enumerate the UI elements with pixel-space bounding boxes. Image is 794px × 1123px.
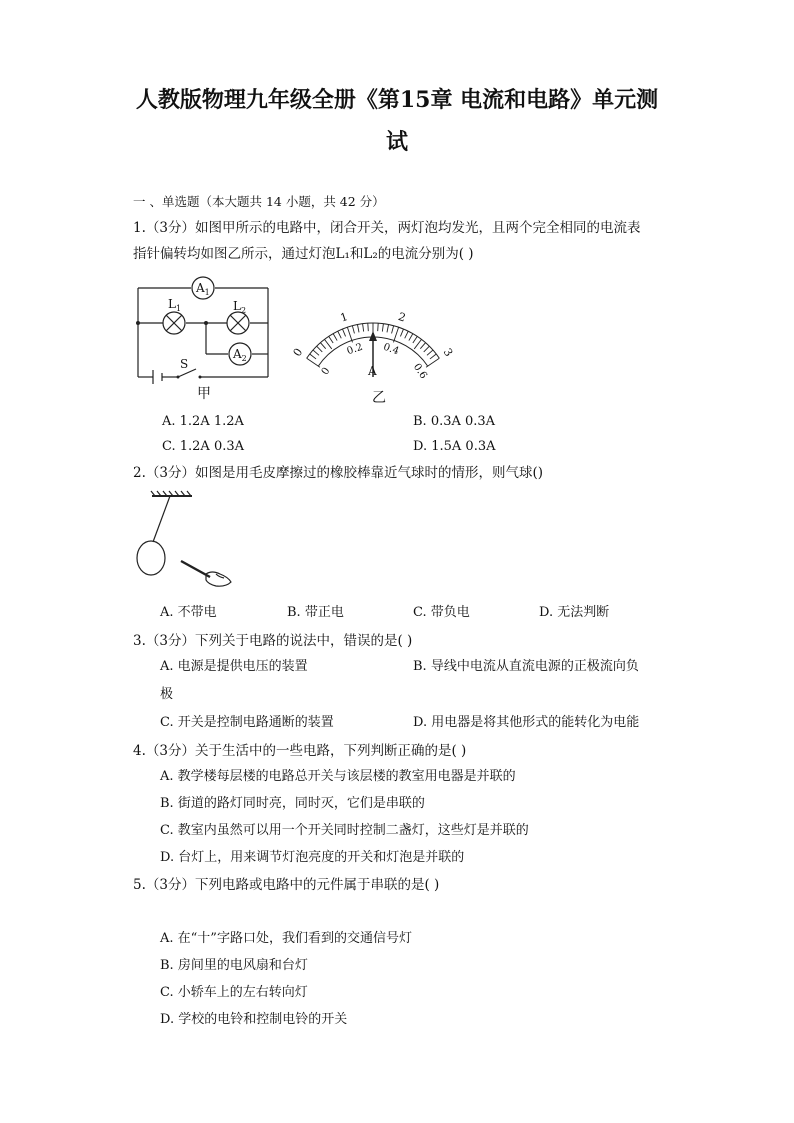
switch-label: S — [180, 357, 189, 371]
meter-tick — [320, 343, 325, 349]
q5-option-c[interactable]: C. 小轿车上的左右转向灯 — [160, 985, 308, 1000]
meter-tick — [405, 331, 409, 338]
meter-tick — [368, 323, 369, 331]
meter-unit-label: A — [368, 364, 377, 378]
q5-option-d[interactable]: D. 学校的电铃和控制电铃的开关 — [160, 1012, 348, 1027]
q3-option-b-wrap: 极 — [160, 687, 174, 702]
q4-option-b[interactable]: B. 街道的路灯同时亮，同时灭，它们是串联的 — [160, 796, 425, 811]
q5-option-a[interactable]: A. 在“十”字路口处，我们看到的交通信号灯 — [160, 931, 412, 946]
meter-tick — [333, 334, 337, 341]
meter-bottom-label: 0 — [319, 365, 333, 378]
q5-option-b[interactable]: B. 房间里的电风扇和台灯 — [160, 958, 308, 973]
q4-option-a[interactable]: A. 教学楼每层楼的电路总开关与该层楼的教室用电器是并联的 — [160, 769, 516, 784]
meter-tick — [400, 329, 403, 336]
meter-bottom-label: 0.6 — [410, 361, 429, 382]
q2-option-c[interactable]: C. 带负电 — [413, 605, 470, 620]
q3-option-a[interactable]: A. 电源是提供电压的装置 — [160, 659, 308, 674]
q4-stem: 4.（3分）关于生活中的一些电路，下列判断正确的是( ) — [133, 743, 467, 759]
meter-tick — [352, 326, 354, 334]
meter-tick — [329, 336, 333, 343]
meter-needle-tip — [369, 331, 377, 341]
meter-tick — [426, 358, 439, 367]
q2-stem: 2.（3分）如图是用毛皮摩擦过的橡胶棒靠近气球时的情形，则气球() — [133, 465, 544, 481]
q1-option-b[interactable]: B. 0.3A 0.3A — [413, 414, 496, 429]
lamp-l1-label: $L_1$ — [168, 297, 182, 313]
meter-tick — [413, 336, 417, 343]
meter-tick — [338, 331, 342, 338]
meter-top-label: 0 — [290, 345, 306, 359]
ammeter-dial — [283, 285, 463, 385]
meter-tick — [424, 346, 430, 352]
q1-option-c[interactable]: C. 1.2A 0.3A — [162, 439, 245, 454]
q1-option-d[interactable]: D. 1.5A 0.3A — [413, 439, 496, 454]
q1-stem-line2: 指针偏转均如图乙所示，通过灯泡L₁和L₂的电流分别为( ) — [133, 246, 474, 262]
q4-option-d[interactable]: D. 台灯上，用来调节灯泡亮度的开关和灯泡是并联的 — [160, 850, 465, 865]
meter-top-label: 2 — [396, 309, 408, 325]
lamp-l2-label: $L_2$ — [233, 299, 247, 315]
meter-top-label: 3 — [440, 345, 456, 359]
q3-option-b[interactable]: B. 导线中电流从直流电源的正极流向负 — [413, 659, 639, 674]
lamp-l2-symbol — [227, 312, 249, 334]
ammeter-a1-label: $A_1$ — [196, 281, 210, 297]
meter-tick — [414, 339, 421, 349]
circuit-caption: 甲 — [197, 386, 211, 402]
q5-stem: 5.（3分）下列电路或电路中的元件属于串联的是( ) — [133, 877, 440, 893]
meter-tick — [420, 343, 425, 349]
meter-bottom-label: 0.2 — [345, 341, 365, 358]
ammeter-a2-label: $A_2$ — [233, 347, 247, 363]
document-title-line2: 试 — [385, 129, 408, 155]
section-heading: 一 、单选题（本大题共 14 小题，共 42 分） — [133, 194, 385, 209]
q2-option-d[interactable]: D. 无法判断 — [539, 605, 610, 620]
q2-option-a[interactable]: A. 不带电 — [160, 605, 217, 620]
balloon-diagram — [128, 490, 240, 590]
document-title-line1: 人教版物理九年级全册《第15章 电流和电路》单元测 — [135, 87, 659, 113]
meter-tick — [317, 346, 323, 352]
hand-icon — [206, 572, 231, 586]
meter-tick — [430, 354, 436, 359]
q2-option-b[interactable]: B. 带正电 — [287, 605, 344, 620]
meter-tick — [378, 323, 379, 331]
lamp-l1-symbol — [163, 312, 185, 334]
balloon-icon — [137, 541, 165, 575]
q3-option-c[interactable]: C. 开关是控制电路通断的装置 — [160, 715, 334, 730]
meter-bottom-label: 0.4 — [381, 341, 401, 358]
meter-tick — [324, 339, 331, 349]
q4-option-c[interactable]: C. 教室内虽然可以用一个开关同时控制二盏灯，这些灯是并联的 — [160, 823, 529, 838]
q1-stem-line1: 1.（3分）如图甲所示的电路中，闭合开关，两灯泡均发光，且两个完全相同的电流表 — [133, 220, 641, 236]
meter-tick — [387, 325, 389, 333]
meter-tick — [363, 324, 364, 332]
meter-tick — [357, 325, 359, 333]
meter-tick — [310, 354, 316, 359]
q1-option-a[interactable]: A. 1.2A 1.2A — [162, 414, 244, 429]
q3-option-d[interactable]: D. 用电器是将其他形式的能转化为电能 — [413, 715, 640, 730]
meter-tick — [427, 350, 433, 355]
meter-tick — [307, 358, 320, 367]
meter-tick — [343, 329, 346, 336]
meter-top-label: 1 — [338, 309, 350, 325]
meter-tick — [313, 350, 319, 355]
q3-stem: 3.（3分）下列关于电路的说法中，错误的是( ) — [133, 633, 413, 649]
meter-caption: 乙 — [372, 390, 386, 406]
meter-tick — [409, 334, 413, 341]
meter-tick — [382, 324, 383, 332]
meter-tick — [392, 326, 394, 334]
